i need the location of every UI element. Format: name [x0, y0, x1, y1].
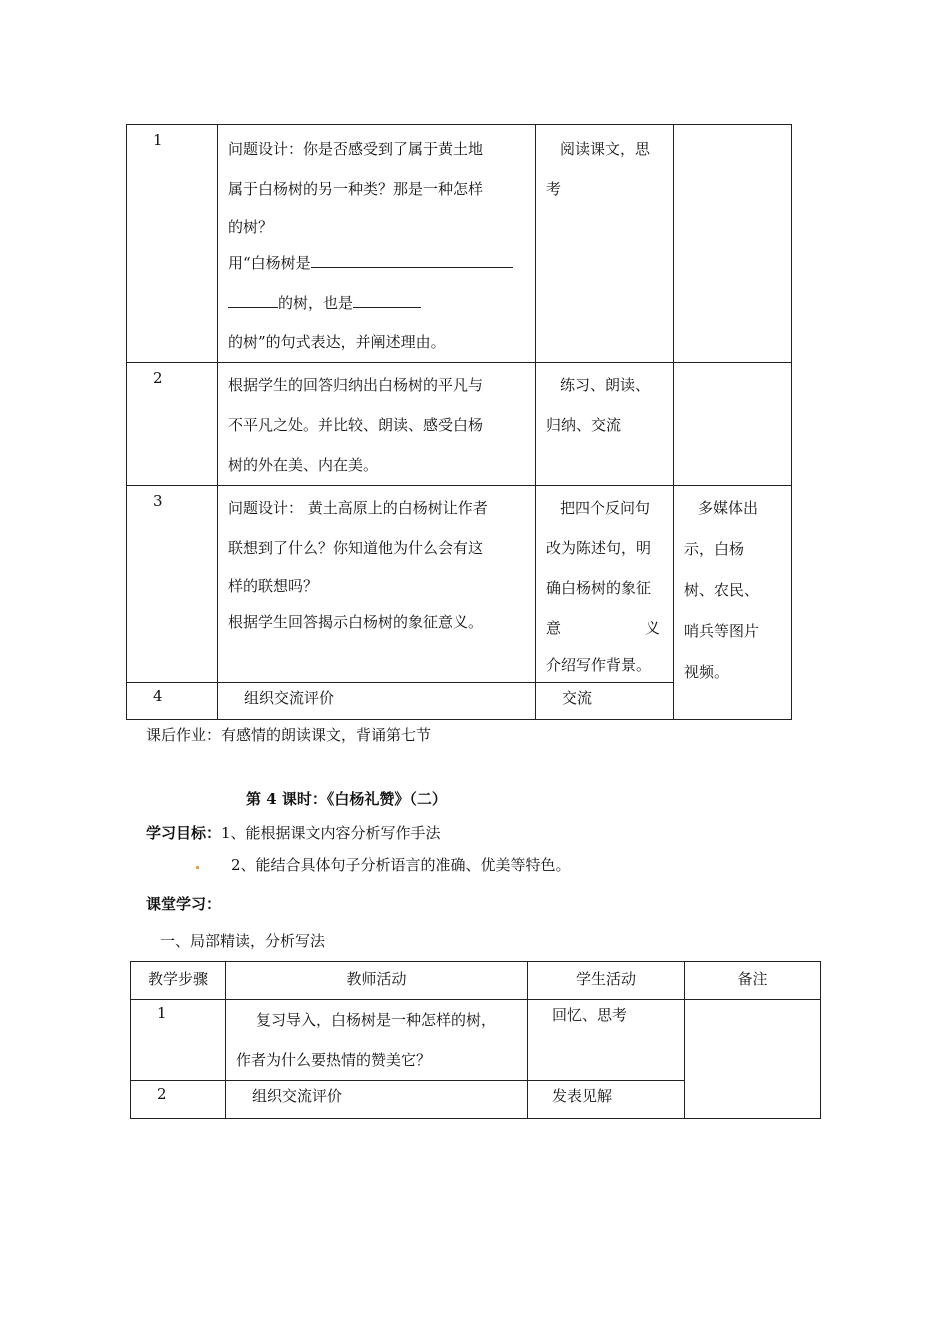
remark-cell: [674, 363, 792, 486]
lesson-table-1: [126, 124, 792, 720]
student-activity-cell: 发表见解: [528, 1081, 685, 1119]
fill-blank: [311, 253, 513, 268]
step-number-cell: 1: [127, 125, 218, 363]
teacher-activity-cell: 组织交流评价: [218, 683, 536, 720]
student-activity-cell: 练习、朗读、 归纳、交流: [536, 363, 674, 486]
header-remark: 备注: [685, 962, 821, 1000]
remark-cell: [685, 1000, 821, 1119]
step-number-cell: 4: [127, 683, 218, 720]
student-activity-cell: 回忆、思考: [528, 1000, 685, 1081]
learning-goals: [146, 822, 441, 843]
learning-goal-2: 2、能结合具体句子分析语言的准确、优美等特色。: [231, 856, 571, 874]
fill-blank: [353, 293, 421, 308]
step-number-cell: 3: [127, 486, 218, 683]
header-student-activity: 学生活动: [528, 962, 685, 1000]
header-step: 教学步骤: [131, 962, 226, 1000]
marker-dot: [196, 866, 199, 869]
lesson-table-2: [130, 961, 821, 1119]
section-heading: 一、局部精读，分析写法: [160, 932, 326, 950]
student-activity-cell: 阅读课文，思 考: [536, 125, 674, 363]
step-number-cell: 2: [131, 1081, 226, 1119]
teacher-activity-cell: 组织交流评价: [226, 1081, 528, 1119]
student-activity-cell: 把四个反问句 改为陈述句，明 确白杨树的象征 意 义 介绍写作背景。: [536, 486, 674, 683]
teacher-activity-cell: 根据学生的回答归纳出白杨树的平凡与 不平凡之处。并比较、朗读、感受白杨 树的外在美、内在美。: [218, 363, 536, 486]
class-study-heading: 课堂学习：: [146, 895, 222, 913]
teacher-activity-cell: 问题设计： 黄土高原上的白杨树让作者 联想到了什么？你知道他为什么会有这 样的联想吗？ 根据学生回答揭示白杨树的象征意义。: [218, 486, 536, 683]
fill-blank: [228, 293, 278, 308]
student-activity-cell: 交流: [536, 683, 674, 720]
homework-text: 课后作业：有感情的朗读课文，背诵第七节: [146, 726, 432, 744]
remark-cell: 多媒体出 示，白杨 树、农民、 哨兵等图片 视频。: [674, 486, 792, 720]
header-teacher-activity: 教师活动: [226, 962, 528, 1000]
step-number-cell: 1: [131, 1000, 226, 1081]
teacher-activity-cell: 问题设计：你是否感受到了属于黄土地 属于白杨树的另一种类？那是一种怎样 的树？ 用“白杨树是 的树，也是 的树”的句式表达，并阐述理由。: [218, 125, 536, 363]
learning-goal-1: 1、能根据课文内容分析写作手法: [221, 824, 441, 842]
teacher-activity-cell: 复习导入，白杨树是一种怎样的树， 作者为什么要热情的赞美它？: [226, 1000, 528, 1081]
learning-goals-label: 学习目标：: [146, 824, 222, 842]
lesson-title: 第 4 课时：《白杨礼赞》（二）: [246, 790, 447, 808]
remark-cell: [674, 125, 792, 363]
step-number-cell: 2: [127, 363, 218, 486]
